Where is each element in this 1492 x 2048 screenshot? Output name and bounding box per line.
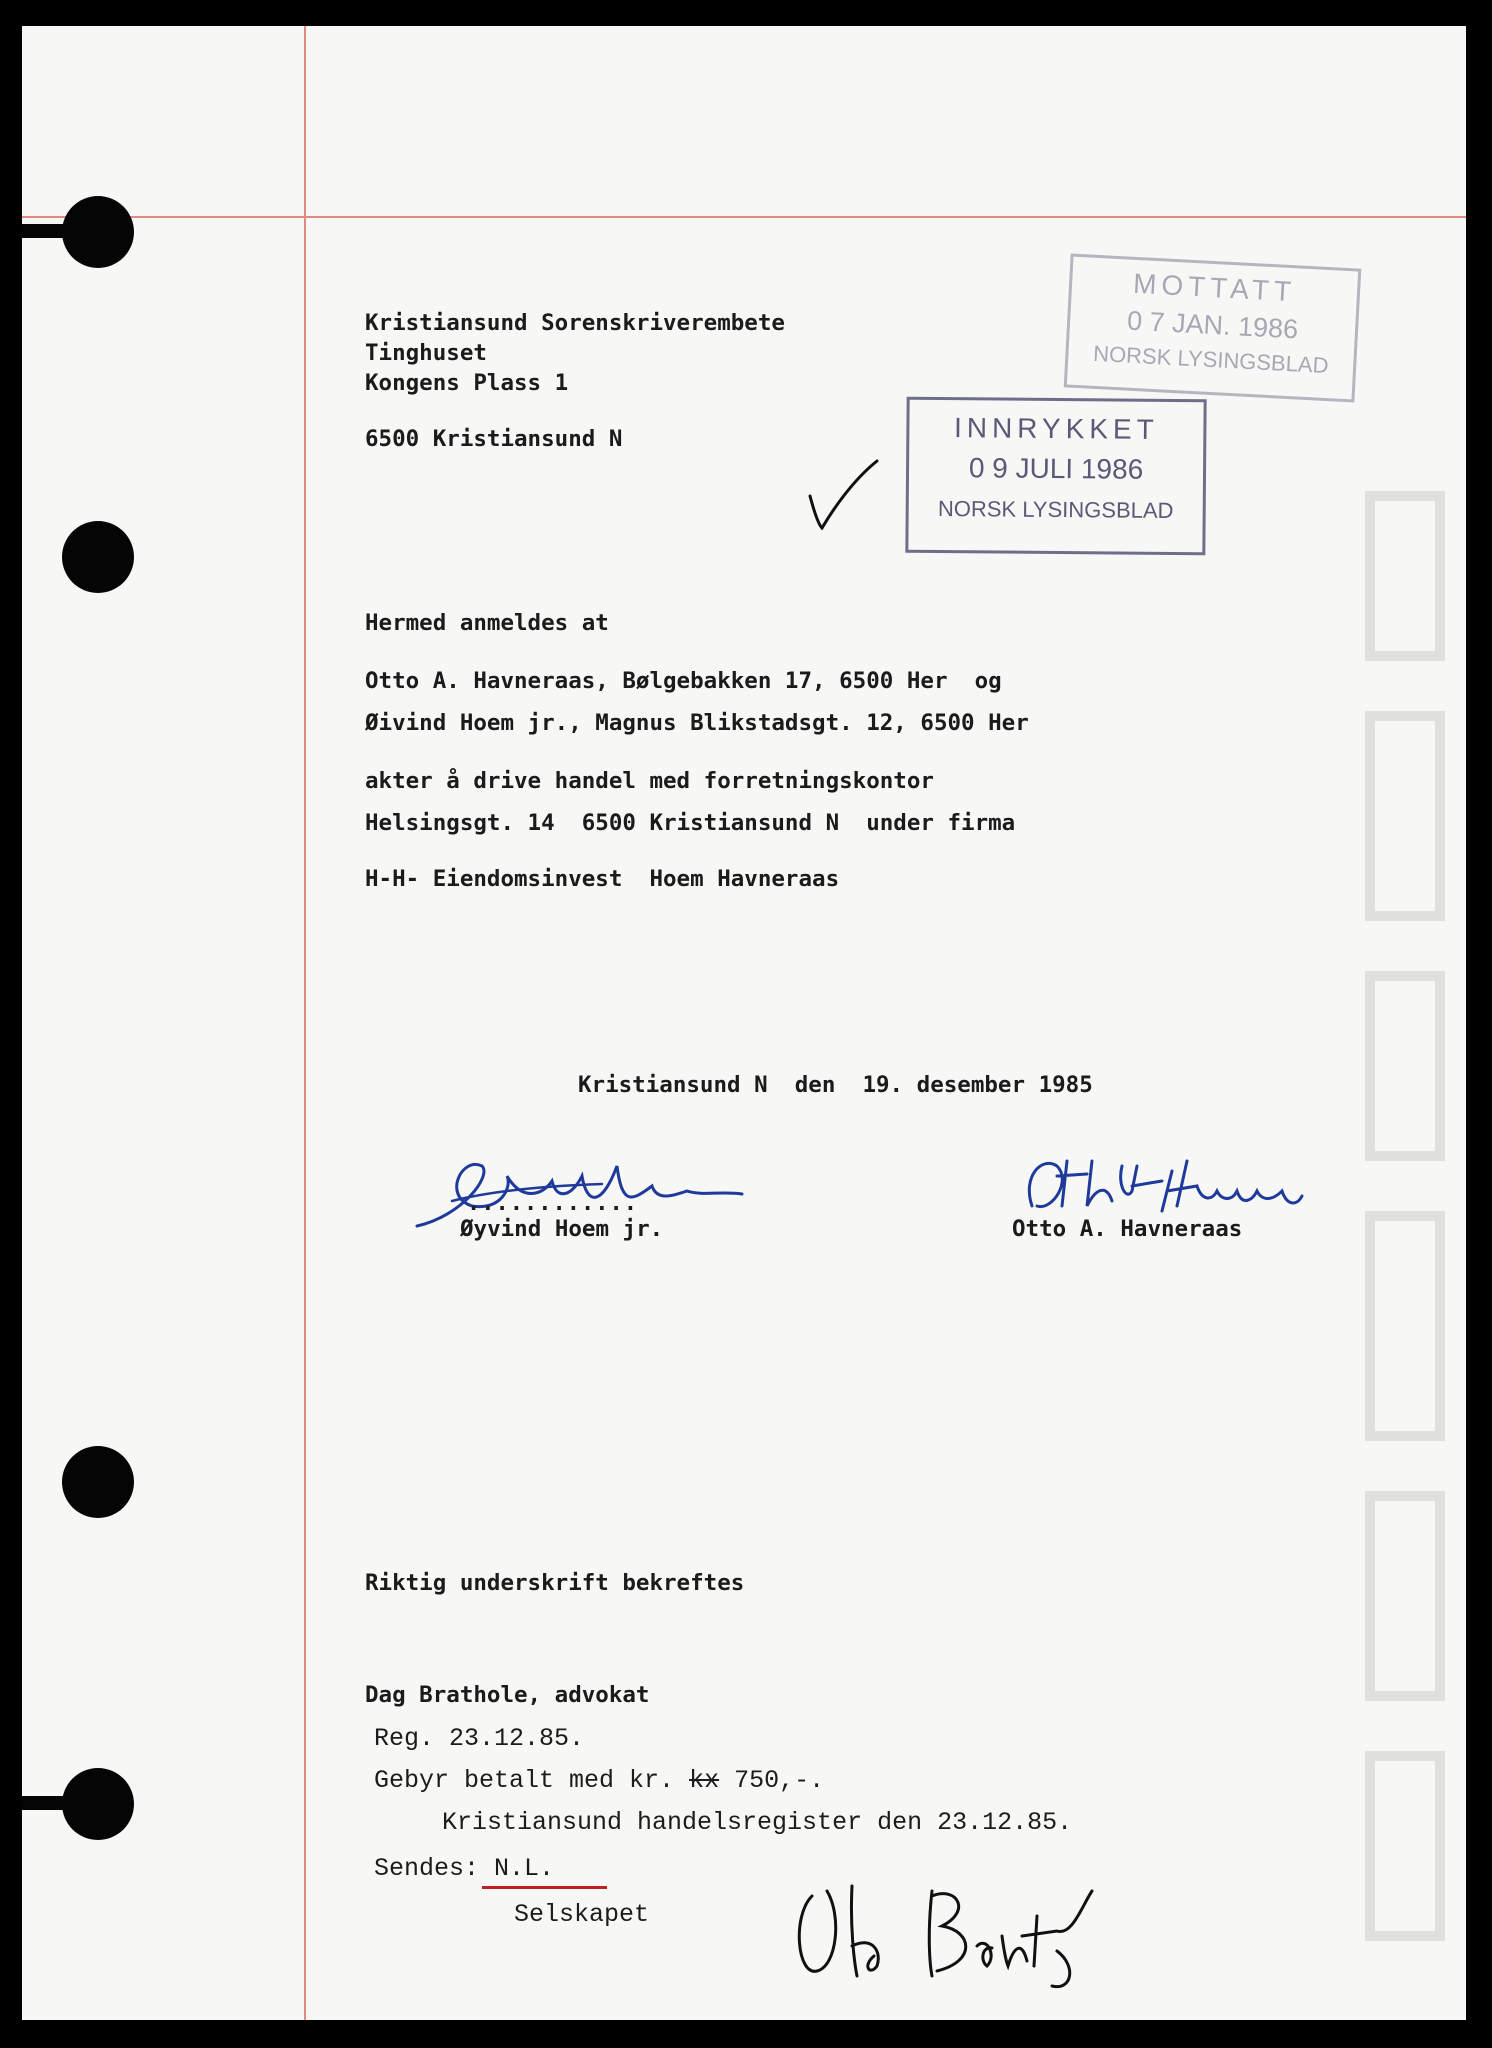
binder-hole bbox=[62, 196, 134, 268]
binder-hole bbox=[62, 1446, 134, 1518]
signature-dots-left: ............ bbox=[467, 1191, 638, 1216]
address-line-1: Kristiansund Sorenskriverembete bbox=[365, 310, 785, 336]
innrykket-stamp bbox=[905, 397, 1206, 556]
intro-text: Hermed anmeldes at bbox=[365, 610, 609, 636]
confirmation-text: Riktig underskrift bekreftes bbox=[365, 1570, 745, 1596]
fee-amount: 750,-. bbox=[719, 1766, 825, 1795]
activity-line-2: Helsingsgt. 14 6500 Kristiansund N under firma bbox=[365, 810, 1016, 836]
stamp-mottatt-org: NORSK LYSINGSBLAD bbox=[1092, 340, 1330, 379]
registration-fee bbox=[374, 1766, 824, 1795]
address-line-3: Kongens Plass 1 bbox=[365, 370, 569, 396]
activity-line-1: akter å drive handel med forretningskontor bbox=[365, 768, 934, 794]
binder-hole bbox=[62, 1768, 134, 1840]
registration-reg: Reg. 23.12.85. bbox=[374, 1724, 585, 1753]
fee-label: Gebyr betalt med kr. bbox=[374, 1766, 690, 1795]
firm-name: H-H- Eiendomsinvest Hoem Havneraas bbox=[365, 866, 840, 892]
stamp-innrykket-org: NORSK LYSINGSBLAD bbox=[937, 495, 1174, 524]
address-postal: 6500 Kristiansund N bbox=[365, 426, 623, 452]
sendes-label: Sendes: bbox=[374, 1854, 495, 1883]
confirmation-signer: Dag Brathole, advokat bbox=[365, 1682, 650, 1708]
signer-right-name: Otto A. Havneraas bbox=[1012, 1216, 1243, 1242]
sendes-underline bbox=[482, 1886, 607, 1889]
document-page bbox=[22, 26, 1466, 2020]
binder-hole bbox=[62, 521, 134, 593]
registration-sendes bbox=[374, 1854, 554, 1883]
fee-struck: kx bbox=[689, 1766, 720, 1795]
date-line: Kristiansund N den 19. desember 1985 bbox=[578, 1072, 1093, 1098]
person2-line: Øivind Hoem jr., Magnus Blikstadsgt. 12, 6500 Her bbox=[365, 710, 1029, 736]
check-mark-icon bbox=[802, 456, 882, 536]
signature-registrar bbox=[782, 1866, 1102, 1996]
margin-line-horizontal bbox=[22, 216, 1466, 218]
address-line-2: Tinghuset bbox=[365, 340, 487, 366]
person1-line: Otto A. Havneraas, Bølgebakken 17, 6500 Her og bbox=[365, 668, 1002, 694]
registration-selskapet: Selskapet bbox=[514, 1900, 650, 1929]
watermark-ghost bbox=[1350, 476, 1460, 1976]
stamp-mottatt-title: MOTTATT bbox=[1132, 267, 1297, 308]
sendes-value: N.L. bbox=[494, 1854, 555, 1883]
signer-left-name: Øyvind Hoem jr. bbox=[460, 1216, 664, 1242]
mottatt-stamp bbox=[1064, 253, 1362, 402]
registration-register: Kristiansund handelsregister den 23.12.85. bbox=[442, 1808, 1073, 1837]
stamp-innrykket-date: 0 9 JULI 1986 bbox=[968, 452, 1144, 485]
margin-line-vertical bbox=[304, 26, 306, 2020]
stamp-mottatt-date: 0 7 JAN. 1986 bbox=[1126, 305, 1299, 345]
stamp-innrykket-title: INNRYKKET bbox=[953, 412, 1159, 445]
